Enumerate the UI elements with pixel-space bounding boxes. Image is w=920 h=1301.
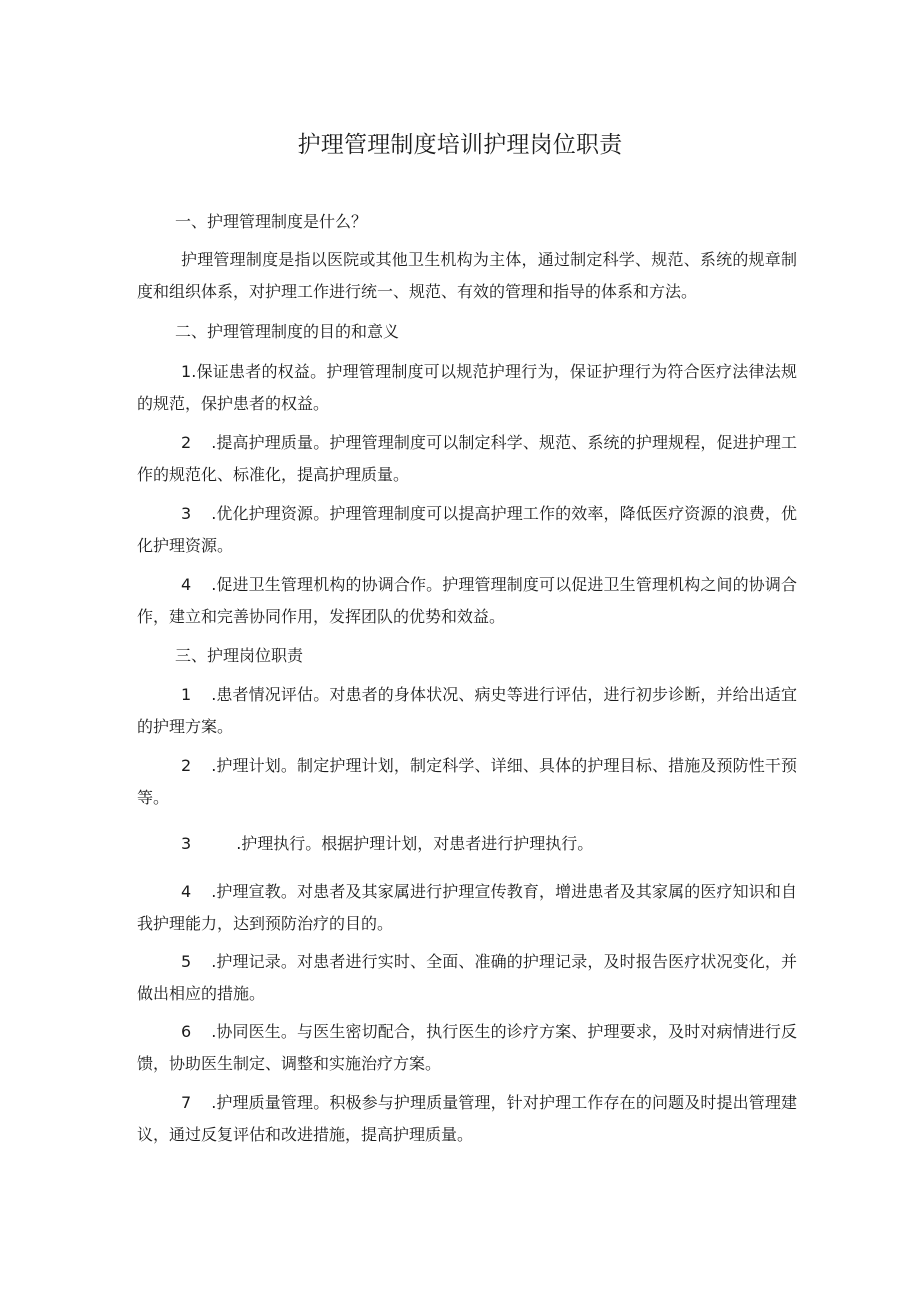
item-number: 1 [181, 362, 192, 381]
item-number: 2 [181, 433, 192, 452]
item-number: 3 [181, 504, 192, 523]
item-text: .优化护理资源。护理管理制度可以提高护理工作的效率，降低医疗资源的浪费，优化护理资源。 [137, 504, 797, 555]
section2-item [137, 356, 797, 420]
item-text: .患者情况评估。对患者的身体状况、病史等进行评估，进行初步诊断，并给出适宜的护理方案。 [137, 685, 797, 736]
item-number: 4 [181, 882, 192, 901]
section3-heading: 三、护理岗位职责 [175, 646, 304, 665]
section3-item [137, 750, 797, 814]
section1-paragraph: 护理管理制度是指以医院或其他卫生机构为主体，通过制定科学、规范、系统的规章制度和组织体系，对护理工作进行统一、规范、有效的管理和指导的体系和方法。 [137, 250, 797, 301]
item-text: .护理宣教。对患者及其家属进行护理宣传教育，增进患者及其家属的医疗知识和自我护理能力，达到预防治疗的目的。 [137, 882, 797, 933]
item-text: .护理记录。对患者进行实时、全面、准确的护理记录，及时报告医疗状况变化，并做出相应的措施。 [137, 952, 797, 1003]
section2-item [137, 427, 797, 491]
item-number: 1 [181, 685, 192, 704]
section3-item [137, 876, 797, 940]
item-number: 3 [181, 834, 192, 853]
item-text: .提高护理质量。护理管理制度可以制定科学、规范、系统的护理规程，促进护理工作的规范化、标准化，提高护理质量。 [137, 433, 797, 484]
item-number: 5 [181, 952, 192, 971]
item-number: 4 [181, 575, 192, 594]
document-title: 护理管理制度培训护理岗位职责 [297, 132, 623, 158]
item-number: 2 [181, 756, 192, 775]
item-number: 7 [181, 1093, 192, 1112]
item-text: .协同医生。与医生密切配合，执行医生的诊疗方案、护理要求，及时对病情进行反馈，协助医生制定、调整和实施治疗方案。 [137, 1022, 797, 1073]
item-text: .护理计划。制定护理计划，制定科学、详细、具体的护理目标、措施及预防性干预等。 [137, 756, 797, 807]
section2-heading: 二、护理管理制度的目的和意义 [175, 322, 400, 341]
section3-item [137, 1087, 797, 1151]
section2-item [137, 569, 797, 633]
section3-item [137, 828, 797, 860]
item-number: 6 [181, 1022, 192, 1041]
item-text: .护理质量管理。积极参与护理质量管理，针对护理工作存在的问题及时提出管理建议，通过反复评估和改进措施，提高护理质量。 [137, 1093, 797, 1144]
section3-item [137, 1016, 797, 1080]
item-text: .保证患者的权益。护理管理制度可以规范护理行为，保证护理行为符合医疗法律法规的规范，保护患者的权益。 [137, 362, 797, 413]
section3-item [137, 679, 797, 743]
item-text: .护理执行。根据护理计划，对患者进行护理执行。 [236, 834, 594, 853]
section3-item [137, 946, 797, 1010]
item-text: .促进卫生管理机构的协调合作。护理管理制度可以促进卫生管理机构之间的协调合作，建立和完善协同作用，发挥团队的优势和效益。 [137, 575, 797, 626]
section1-heading: 一、护理管理制度是什么？ [175, 212, 368, 231]
section2-item [137, 498, 797, 562]
